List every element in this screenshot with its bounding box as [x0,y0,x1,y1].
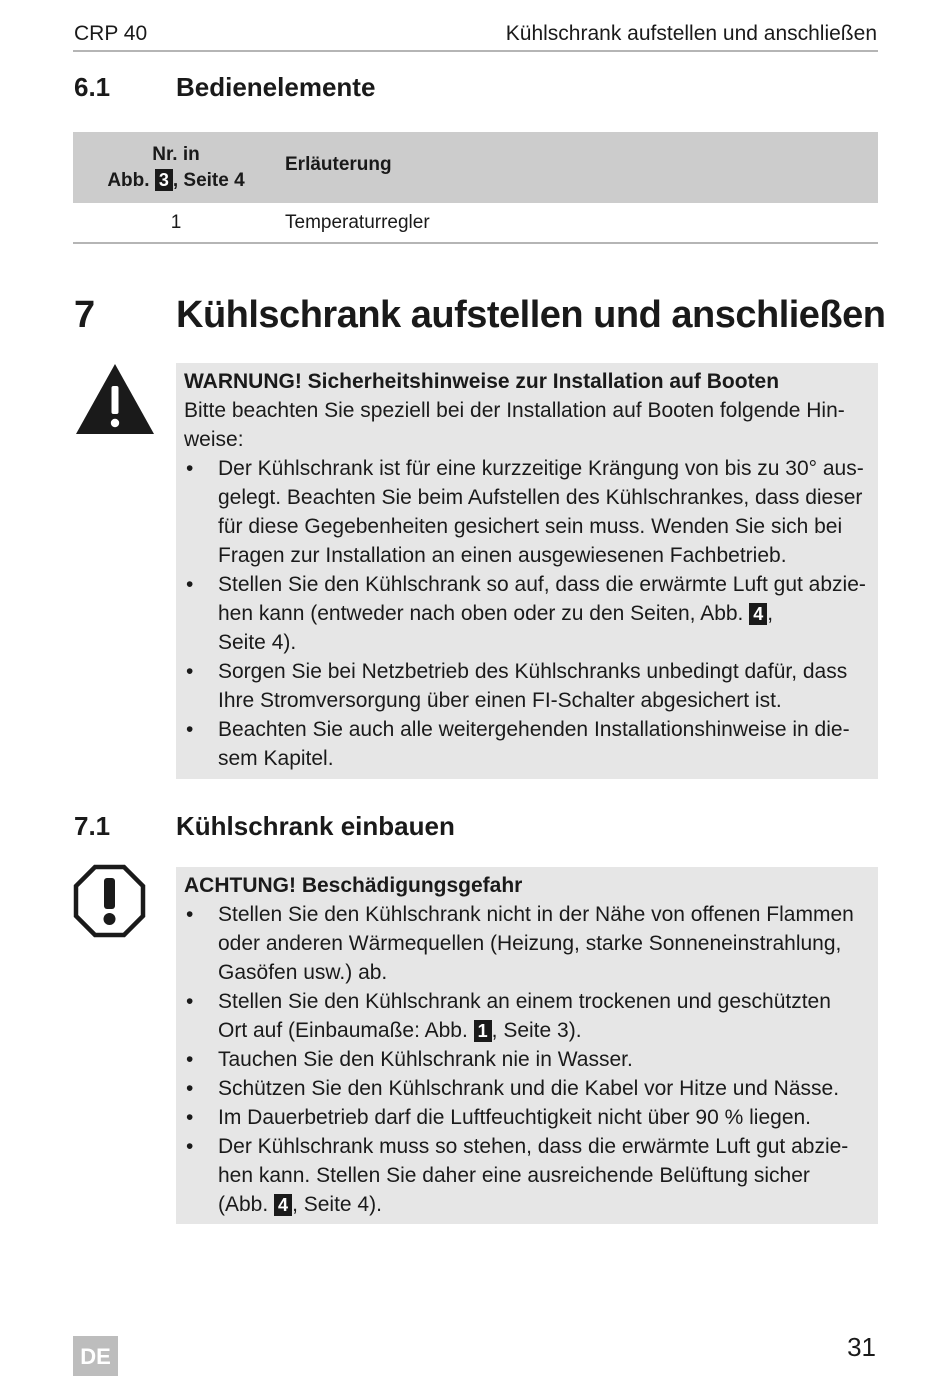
section-7-1-number: 7.1 [74,811,111,841]
list-item-text: , Seite 4). [292,1193,382,1216]
bullet-icon: • [186,660,194,683]
list-item-line: oder anderen Wärmequellen (Heizung, starke Sonneneinstrahlung, [218,932,842,955]
list-item-line: Stellen Sie den Kühlschrank nicht in der Nähe von offenen Flammen [218,903,854,926]
list-item-line: Stellen Sie den Kühlschrank so auf, dass die erwärmte Luft gut abzie- [218,573,866,596]
list-item-line: Schützen Sie den Kühlschrank und die Kabel vor Hitze und Nässe. [218,1077,840,1100]
list-item-line [218,1016,874,1045]
attention-title: ACHTUNG! Beschädigungsgefahr [184,874,523,897]
language-badge: DE [73,1336,118,1376]
list-item-text: Ort auf (Einbaumaße: Abb. [218,1019,468,1042]
list-item [184,1132,874,1219]
table-header-nr-line1: Nr. in [152,144,200,165]
bullet-icon: • [186,1048,194,1071]
header-model: CRP 40 [74,22,148,45]
attention-octagon-icon [73,864,146,938]
list-item-line: Stellen Sie den Kühlschrank an einem trockenen und geschützten [218,990,831,1013]
table-header-seite: , Seite 4 [172,170,245,191]
section-7-title: Kühlschrank aufstellen und anschließen [176,294,886,336]
list-item [184,715,874,773]
list-item [184,570,874,657]
table-row-text: Temperaturregler [285,212,430,233]
table-header-abb: Abb. [107,170,150,191]
list-item-line: Beachten Sie auch alle weitergehenden Installationshinweise in die- [218,718,850,741]
attention-box [176,867,878,1224]
list-item-line: Im Dauerbetrieb darf die Luftfeuchtigkeit nicht über 90 % liegen. [218,1106,812,1129]
header-divider [73,50,878,52]
header-chapter-title: Kühlschrank aufstellen und anschließen [505,22,877,45]
bullet-icon: • [186,1106,194,1129]
figure-badge: 4 [274,1194,292,1216]
section-6-1-title: Bedienelemente [176,72,376,102]
list-item-line [218,1190,874,1219]
bullet-icon: • [186,1077,194,1100]
list-item-line: Fragen zur Installation an einen ausgewiesenen Fachbetrieb. [218,544,787,567]
warning-intro-line2: weise: [184,428,244,451]
bullet-icon: • [186,457,194,480]
list-item [184,900,874,987]
table-bottom-rule [73,242,878,244]
list-item-text: , Seite 3). [491,1019,582,1042]
list-item-line: Gasöfen usw.) ab. [218,961,388,984]
list-item-line: Tauchen Sie den Kühlschrank nie in Wasser. [218,1048,633,1071]
list-item-line: Sorgen Sie bei Netzbetrieb des Kühlschranks unbedingt dafür, dass [218,660,848,683]
list-item [184,1074,874,1103]
list-item-line: Der Kühlschrank ist für eine kurzzeitige Krängung von bis zu 30° aus- [218,457,864,480]
table-header-nr-line2 [92,168,260,194]
list-item-text: hen kann (entweder nach oben oder zu den Seiten, Abb. [218,602,744,625]
list-item-line [218,599,874,628]
section-6-1-number: 6.1 [74,72,111,102]
list-item-text: (Abb. [218,1193,269,1216]
list-item-text: , [767,602,774,625]
figure-badge: 4 [749,603,767,625]
table-header-col-explanation: Erläuterung [285,154,392,175]
warning-title: WARNUNG! Sicherheitshinweise zur Installation auf Booten [184,370,780,393]
bullet-icon: • [186,1135,194,1158]
list-item-line: Seite 4). [218,631,297,654]
figure-badge: 3 [155,169,173,191]
page-number: 31 [847,1332,876,1362]
table-header-col-nr [92,142,260,194]
section-7-number: 7 [74,294,96,336]
figure-badge: 1 [474,1020,492,1042]
list-item-line: Ihre Stromversorgung über einen FI-Schalter abgesichert ist. [218,689,782,712]
bullet-icon: • [186,903,194,926]
list-item-line: gelegt. Beachten Sie beim Aufstellen des Kühlschrankes, dass dieser [218,486,863,509]
warning-box [176,363,878,779]
list-item-line: Der Kühlschrank muss so stehen, dass die erwärmte Luft gut abzie- [218,1135,849,1158]
list-item-line: hen kann. Stellen Sie daher eine ausreichende Belüftung sicher [218,1164,810,1187]
list-item [184,987,874,1045]
bullet-icon: • [186,573,194,596]
warning-triangle-icon [74,362,156,436]
bullet-icon: • [186,990,194,1013]
list-item [184,1103,874,1132]
table-row-nr: 1 [170,212,182,233]
list-item [184,657,874,715]
list-item-line: sem Kapitel. [218,747,334,770]
list-item [184,1045,874,1074]
bullet-icon: • [186,718,194,741]
list-item [184,454,874,570]
section-7-1-title: Kühlschrank einbauen [176,811,455,841]
warning-intro-line1: Bitte beachten Sie speziell bei der Installation auf Booten folgende Hin- [184,399,845,422]
list-item-line: für diese Gegebenheiten gesichert sein muss. Wenden Sie sich bei [218,515,843,538]
